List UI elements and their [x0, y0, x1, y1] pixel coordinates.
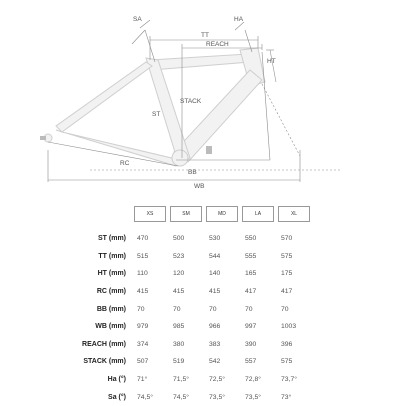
row-value-la: 165: [245, 270, 257, 278]
row-value-xl: 175: [281, 270, 293, 278]
row-value-md: 415: [209, 288, 221, 296]
row-value-xs: 415: [137, 288, 149, 296]
row-value-md: 140: [209, 270, 221, 278]
frame-geometry-diagram: [0, 0, 400, 200]
row-label: ST (mm): [98, 235, 126, 243]
size-header-xs: XS: [134, 206, 166, 222]
row-value-sm: 120: [173, 270, 185, 278]
label-stack: STACK: [180, 98, 202, 105]
geometry-table-body: [74, 230, 310, 406]
row-value-md: 542: [209, 358, 221, 366]
row-value-md: 530: [209, 235, 221, 243]
row-label: WB (mm): [95, 323, 126, 331]
table-row-bb: [74, 300, 310, 318]
size-header-sm: SM: [170, 206, 202, 222]
row-value-sm: 523: [173, 252, 185, 260]
row-value-sm: 985: [173, 323, 185, 331]
row-value-xs: 979: [137, 323, 149, 331]
row-value-xl: 396: [281, 340, 293, 348]
table-row-st: [74, 230, 310, 248]
label-bb: BB: [188, 169, 197, 176]
size-header-xl: XL: [278, 206, 310, 222]
row-value-xl: 73°: [281, 393, 292, 401]
row-label: STACK (mm): [83, 358, 126, 366]
table-row-wb: [74, 318, 310, 336]
row-label: Sa (°): [108, 393, 126, 401]
row-value-md: 70: [209, 305, 217, 313]
table-row-rc: [74, 283, 310, 301]
row-value-la: 70: [245, 305, 253, 313]
row-value-md: 383: [209, 340, 221, 348]
row-value-la: 557: [245, 358, 257, 366]
row-value-md: 73,5°: [209, 393, 225, 401]
row-label: BB (mm): [96, 305, 126, 313]
row-value-xs: 74,5°: [137, 393, 153, 401]
row-label: Ha (°): [107, 376, 126, 384]
row-value-sm: 71,5°: [173, 376, 189, 384]
size-header-row: [74, 206, 310, 222]
row-value-sm: 519: [173, 358, 185, 366]
label-ht: HT: [267, 58, 276, 65]
row-value-sm: 500: [173, 235, 185, 243]
row-value-xl: 417: [281, 288, 293, 296]
row-value-la: 72,8°: [245, 376, 261, 384]
table-row-reach: [74, 336, 310, 354]
row-label: RC (mm): [96, 288, 126, 296]
row-label: HT (mm): [97, 270, 126, 278]
row-value-xs: 71°: [137, 376, 148, 384]
geometry-table: [70, 206, 314, 406]
size-header-la: LA: [242, 206, 274, 222]
row-value-md: 72,5°: [209, 376, 225, 384]
row-value-la: 390: [245, 340, 257, 348]
table-corner: [74, 206, 130, 222]
size-header-md: MD: [206, 206, 238, 222]
row-value-sm: 70: [173, 305, 181, 313]
row-label: TT (mm): [98, 252, 126, 260]
label-rc: RC: [120, 160, 130, 167]
table-row-stack: [74, 353, 310, 371]
row-value-md: 544: [209, 252, 221, 260]
row-value-xl: 1003: [281, 323, 297, 331]
row-value-xl: 73,7°: [281, 376, 297, 384]
row-value-xs: 515: [137, 252, 149, 260]
table-row-sa: [74, 388, 310, 406]
row-value-xs: 110: [137, 270, 148, 278]
row-value-xs: 470: [137, 235, 149, 243]
label-ha: HA: [234, 16, 244, 23]
table-row-tt: [74, 248, 310, 266]
row-value-sm: 74,5°: [173, 393, 189, 401]
row-value-xs: 507: [137, 358, 149, 366]
frame-silhouette: [44, 48, 265, 166]
label-tt: TT: [201, 32, 209, 39]
row-value-la: 417: [245, 288, 257, 296]
row-value-xl: 575: [281, 358, 293, 366]
row-value-xs: 374: [137, 340, 149, 348]
row-value-xl: 570: [281, 235, 293, 243]
row-value-xs: 70: [137, 305, 145, 313]
table-row-ht: [74, 265, 310, 283]
row-value-la: 555: [245, 252, 257, 260]
row-label: REACH (mm): [82, 340, 126, 348]
row-value-xl: 575: [281, 252, 293, 260]
label-wb: WB: [194, 183, 205, 190]
label-sa: SA: [133, 16, 142, 23]
row-value-la: 997: [245, 323, 257, 331]
row-value-xl: 70: [281, 305, 289, 313]
row-value-sm: 380: [173, 340, 185, 348]
table-row-ha: [74, 371, 310, 389]
row-value-md: 966: [209, 323, 221, 331]
row-value-la: 550: [245, 235, 257, 243]
label-reach: REACH: [206, 41, 229, 48]
label-st: ST: [152, 111, 161, 118]
row-value-sm: 415: [173, 288, 185, 296]
row-value-la: 73,5°: [245, 393, 261, 401]
